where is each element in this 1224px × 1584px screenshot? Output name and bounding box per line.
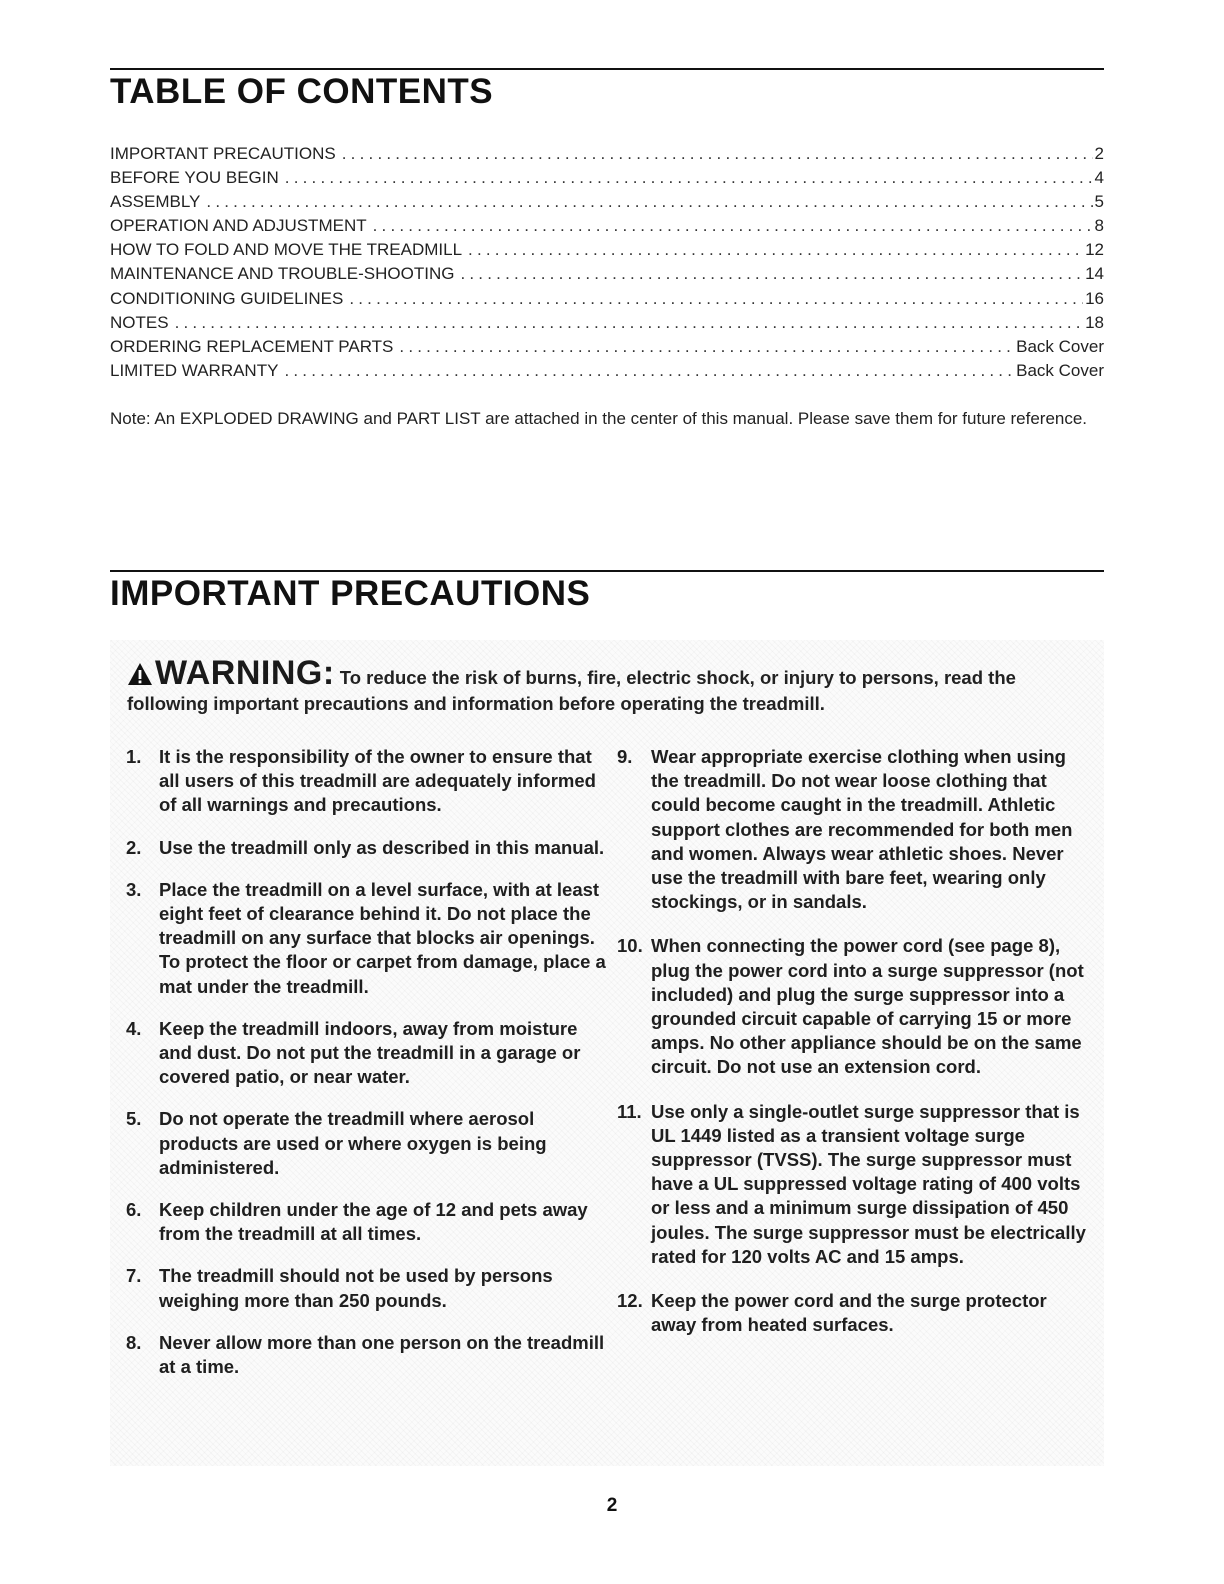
precaution-text: When connecting the power cord (see page 8), plug the power cord into a surge suppressor (not included) and plug the surge suppressor into a grounded circuit capable of carrying 15 or more amps. No other appliance should be on the same circuit. Do not use an extension cord. (651, 935, 1084, 1078)
toc-leader-dots (284, 361, 1014, 381)
precaution-number: 3. (126, 878, 142, 900)
toc-entry-title: ORDERING REPLACEMENT PARTS (110, 336, 394, 356)
precaution-number: 2. (126, 836, 142, 858)
toc-title: TABLE OF CONTENTS (110, 72, 494, 111)
precaution-item (126, 878, 606, 999)
precaution-number: 4. (126, 1017, 142, 1039)
toc-list (110, 144, 1104, 385)
precaution-item (126, 1198, 606, 1246)
precaution-number: 9. (617, 746, 633, 767)
precaution-text: Use the treadmill only as described in this manual. (159, 836, 605, 858)
toc-entry[interactable] (110, 240, 1104, 264)
warning-triangle-icon (127, 662, 153, 686)
precautions-left-column (126, 745, 606, 1379)
toc-entry-title: ASSEMBLY (110, 192, 201, 212)
toc-entry-page: Back Cover (1016, 336, 1104, 356)
toc-entry[interactable] (110, 264, 1104, 288)
toc-entry-page: 12 (1085, 240, 1104, 260)
toc-leader-dots (349, 289, 1083, 309)
precaution-number: 11. (617, 1100, 642, 1122)
precaution-text: Do not operate the treadmill where aerosol products are used or where oxygen is being administered. (159, 1108, 547, 1178)
precaution-text: Wear appropriate exercise clothing when using the treadmill. Do not wear loose clothing that could become caught in the treadmill. Athletic support clothes are recommended for both men and women. Always wear athletic shoes. Never use the treadmill with bare feet, wearing only stockings, or in sandals. (651, 746, 1073, 913)
warning-statement (127, 654, 1087, 717)
toc-entry-title: HOW TO FOLD AND MOVE THE TREADMILL (110, 240, 463, 260)
toc-entry-page: 4 (1094, 168, 1104, 188)
toc-entry[interactable] (110, 192, 1104, 216)
precaution-item (617, 934, 1091, 1079)
precaution-number: 5. (126, 1108, 142, 1130)
toc-leader-dots (175, 313, 1084, 333)
precaution-number: 12. (617, 1290, 643, 1312)
precaution-number: 6. (126, 1199, 142, 1221)
precaution-item (126, 1331, 606, 1379)
toc-entry-title: IMPORTANT PRECAUTIONS (110, 144, 336, 163)
toc-leader-dots (468, 240, 1083, 260)
toc-entry-title: CONDITIONING GUIDELINES (110, 288, 344, 308)
precaution-text: Never allow more than one person on the treadmill at a time. (159, 1331, 605, 1378)
precaution-item (126, 1107, 606, 1180)
precaution-text: Place the treadmill on a level surface, with at least eight feet of clearance behind it. Do not place the treadmill on any surface that blocks air openings. To protect the floor or carpet from damage, place a mat under the treadmill. (159, 878, 606, 997)
precautions-right-column (617, 745, 1091, 1337)
precaution-text: It is the responsibility of the owner to ensure that all users of this treadmill are adequately informed of all warnings and precautions. (159, 746, 596, 816)
precaution-number: 7. (126, 1265, 142, 1287)
precaution-item (617, 745, 1091, 914)
toc-entry[interactable] (110, 216, 1104, 240)
precaution-item (126, 1017, 606, 1090)
toc-note: Note: An EXPLODED DRAWING and PART LIST are attached in the center of this manual. Please save them for future reference. (110, 409, 1088, 428)
precaution-item (617, 1289, 1091, 1337)
precaution-text: Keep the power cord and the surge protector away from heated surfaces. (651, 1290, 1047, 1336)
toc-entry-title: LIMITED WARRANTY (110, 360, 279, 380)
toc-entry-page: 14 (1085, 264, 1104, 284)
precaution-item (126, 836, 606, 860)
toc-entry[interactable] (110, 361, 1104, 385)
toc-entry-page: Back Cover (1016, 360, 1104, 380)
toc-entry-page: 8 (1094, 216, 1104, 236)
toc-entry[interactable] (110, 337, 1104, 361)
toc-entry-page: 18 (1085, 312, 1104, 332)
precaution-number: 1. (126, 746, 142, 767)
precaution-text: Use only a single-outlet surge suppressor that is UL 1449 listed as a transient voltage surge suppressor (TVSS). The surge suppressor must have a UL suppressed voltage rating of 400 volts or less and a minimum surge dissipation of 450 joules. The surge suppressor must be electrically rated for 120 volts AC and 15 amps. (651, 1100, 1086, 1267)
page-number: 2 (606, 1495, 618, 1516)
toc-entry-title: OPERATION AND ADJUSTMENT (110, 216, 367, 236)
toc-leader-dots (399, 337, 1014, 357)
toc-entry[interactable] (110, 168, 1104, 192)
toc-entry-page: 2 (1094, 144, 1104, 163)
toc-leader-dots (342, 144, 1093, 164)
toc-leader-dots (206, 192, 1092, 212)
precaution-text: The treadmill should not be used by persons weighing more than 250 pounds. (159, 1265, 553, 1311)
toc-entry-title: MAINTENANCE AND TROUBLE-SHOOTING (110, 264, 455, 284)
warning-text: To reduce the risk of burns, fire, electric shock, or injury to persons, read the following important precautions and information before operating the treadmill. (127, 667, 1016, 714)
toc-entry-title: NOTES (110, 312, 169, 332)
precautions-title: IMPORTANT PRECAUTIONS (110, 574, 591, 613)
toc-entry[interactable] (110, 289, 1104, 313)
toc-entry-page: 5 (1094, 192, 1104, 212)
precaution-text: Keep children under the age of 12 and pets away from the treadmill at all times. (159, 1199, 588, 1245)
toc-leader-dots (285, 168, 1093, 188)
toc-entry[interactable] (110, 313, 1104, 337)
precaution-number: 10. (617, 935, 643, 957)
toc-entry-title: BEFORE YOU BEGIN (110, 168, 279, 188)
toc-entry-page: 16 (1085, 288, 1104, 308)
precaution-item (126, 1264, 606, 1312)
toc-leader-dots (373, 216, 1093, 236)
precaution-item (126, 745, 606, 818)
precautions-top-rule (110, 570, 1104, 572)
precaution-text: Keep the treadmill indoors, away from moisture and dust. Do not put the treadmill in a garage or covered patio, or near water. (159, 1017, 581, 1088)
toc-entry[interactable] (110, 144, 1104, 168)
warning-label: WARNING: (155, 654, 335, 692)
precaution-number: 8. (126, 1331, 142, 1353)
toc-top-rule (110, 68, 1104, 70)
precaution-item (617, 1100, 1091, 1269)
toc-leader-dots (460, 264, 1083, 284)
